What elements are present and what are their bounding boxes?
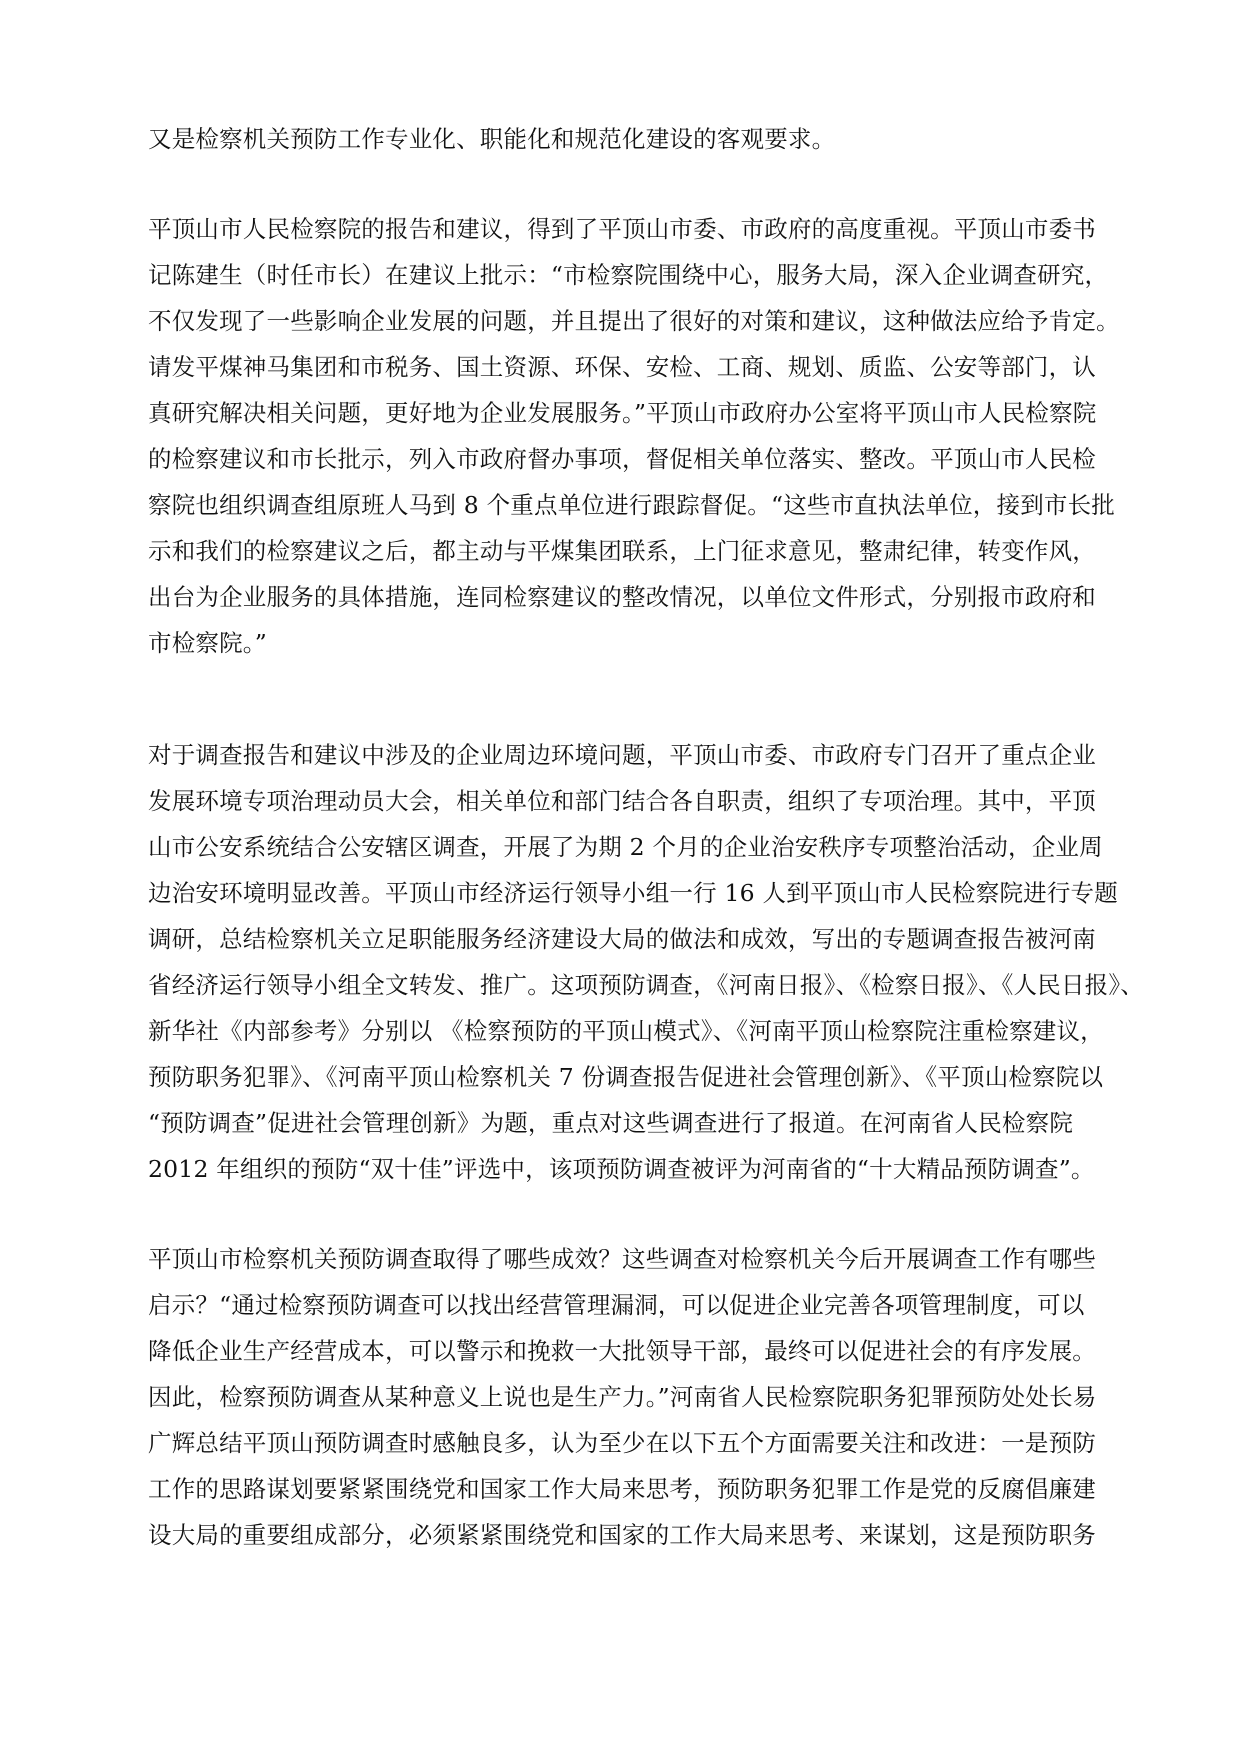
paragraph-1 xyxy=(148,116,1128,162)
text-line: 启示？“通过检察预防调查可以找出经营管理漏洞，可以促进企业完善各项管理制度，可以 xyxy=(148,1291,1085,1319)
text-line: 工作的思路谋划要紧紧围绕党和国家工作大局来思考，预防职务犯罪工作是党的反腐倡廉建 xyxy=(148,1475,1096,1503)
text-line: 调研，总结检察机关立足职能服务经济建设大局的做法和成效，写出的专题调查报告被河南 xyxy=(148,925,1096,953)
paragraph-2 xyxy=(148,206,1128,666)
text-line: 的检察建议和市长批示，列入市政府督办事项，督促相关单位落实、整改。平顶山市人民检 xyxy=(148,445,1096,473)
text-line: 不仅发现了一些影响企业发展的问题，并且提出了很好的对策和建议，这种做法应给予肯定。 xyxy=(148,307,1120,335)
text-line: 对于调查报告和建议中涉及的企业周边环境问题，平顶山市委、市政府专门召开了重点企业 xyxy=(148,741,1096,769)
text-line: 记陈建生（时任市长）在建议上批示：“市检察院围绕中心，服务大局，深入企业调查研究， xyxy=(148,261,1109,289)
text-line: 因此，检察预防调查从某种意义上说也是生产力。”河南省人民检察院职务犯罪预防处处长易 xyxy=(148,1383,1097,1411)
paragraph-spacer xyxy=(148,666,1128,732)
text-line: 平顶山市检察机关预防调查取得了哪些成效？这些调查对检察机关今后开展调查工作有哪些 xyxy=(148,1245,1096,1273)
text-line: 出台为企业服务的具体措施，连同检察建议的整改情况，以单位文件形式，分别报市政府和 xyxy=(148,583,1096,611)
document-body xyxy=(148,116,1144,1558)
text-line: 新华社《内部参考》分别以 《检察预防的平顶山模式》、《河南平顶山检察院注重检察建议， xyxy=(148,1017,1104,1045)
text-line: 察院也组织调查组原班人马到 8 个重点单位进行跟踪督促。“这些市直执法单位，接到市长批 xyxy=(148,491,1116,519)
paragraph-spacer xyxy=(148,162,1128,206)
paragraph-4 xyxy=(148,1236,1128,1558)
paragraph-spacer xyxy=(148,1192,1128,1236)
text-line: 2012 年组织的预防“双十佳”评选中，该项预防调查被评为河南省的“十大精品预防调查”。 xyxy=(148,1155,1095,1183)
text-line: 平顶山市人民检察院的报告和建议，得到了平顶山市委、市政府的高度重视。平顶山市委书 xyxy=(148,215,1096,243)
text-line: 示和我们的检察建议之后，都主动与平煤集团联系，上门征求意见，整肃纪律，转变作风， xyxy=(148,537,1096,565)
text-line: 省经济运行领导小组全文转发、推广。这项预防调查，《河南日报》、《检察日报》、《人民日报》、 xyxy=(148,971,1144,999)
text-line: “预防调查”促进社会管理创新》为题，重点对这些调查进行了报道。在河南省人民检察院 xyxy=(148,1109,1074,1137)
text-line: 真研究解决相关问题，更好地为企业发展服务。”平顶山市政府办公室将平顶山市人民检察院 xyxy=(148,399,1097,427)
text-line: 预防职务犯罪》、《河南平顶山检察机关 7 份调查报告促进社会管理创新》、《平顶山检察院以 xyxy=(148,1063,1104,1091)
text-line: 市检察院。” xyxy=(148,629,267,657)
text-line: 请发平煤神马集团和市税务、国土资源、环保、安检、工商、规划、质监、公安等部门，认 xyxy=(148,353,1096,381)
paragraph-3 xyxy=(148,732,1144,1192)
text-line: 发展环境专项治理动员大会，相关单位和部门结合各自职责，组织了专项治理。其中，平顶 xyxy=(148,787,1096,815)
text-line: 广辉总结平顶山预防调查时感触良多，认为至少在以下五个方面需要关注和改进：一是预防 xyxy=(148,1429,1096,1457)
text-line: 又是检察机关预防工作专业化、职能化和规范化建设的客观要求。 xyxy=(148,125,836,153)
text-line: 山市公安系统结合公安辖区调查，开展了为期 2 个月的企业治安秩序专项整治活动，企业周 xyxy=(148,833,1103,861)
text-line: 设大局的重要组成部分，必须紧紧围绕党和国家的工作大局来思考、来谋划，这是预防职务 xyxy=(148,1521,1096,1549)
text-line: 边治安环境明显改善。平顶山市经济运行领导小组一行 16 人到平顶山市人民检察院进行专题 xyxy=(148,879,1118,907)
text-line: 降低企业生产经营成本，可以警示和挽救一大批领导干部，最终可以促进社会的有序发展。 xyxy=(148,1337,1096,1365)
